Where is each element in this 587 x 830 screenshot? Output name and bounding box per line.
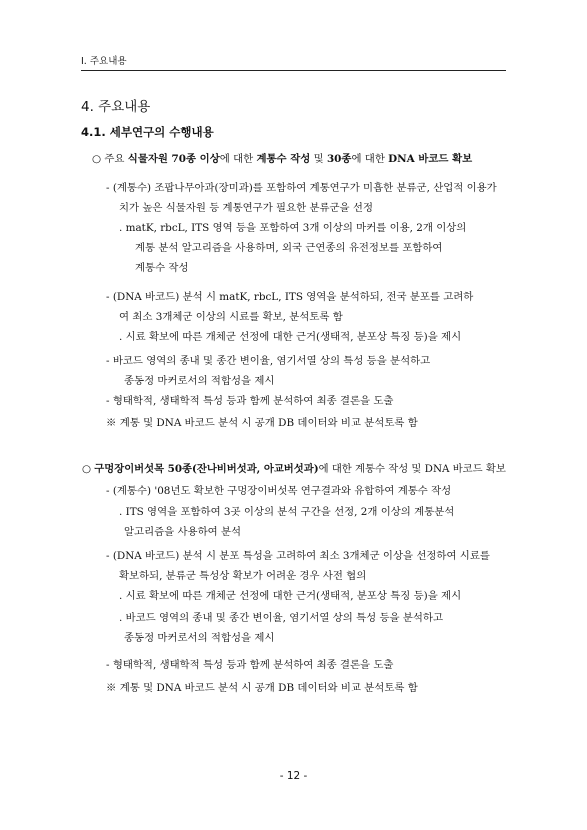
block2-line: . 바코드 영역의 종내 및 종간 변이율, 염기서열 상의 특성 등을 분석하고 [119,612,443,624]
block1-line: - (DNA 바코드) 분석 시 matK, rbcL, ITS 영역을 분석하되, 전국 분포를 고려하 [106,291,474,303]
block2-line: - 형태학적, 생태학적 특성 등과 함께 분석하여 최종 결론을 도출 [106,659,394,671]
block1-line: 치가 높은 식물자원 등 계통연구가 필요한 분류군을 선정 [119,202,373,214]
block1-note: ※ 계통 및 DNA 바코드 분석 시 공개 DB 데이터와 비교 분석토록 함 [106,417,418,429]
header-rule [81,70,506,71]
subsection-heading: 4.1. 세부연구의 수행내용 [81,125,214,139]
block1-line: - 형태학적, 생태학적 특성 등과 함께 분석하여 최종 결론을 도출 [106,395,394,407]
block1-title: ○ 주요 식물자원 70종 이상에 대한 계통수 작성 및 30종에 대한 DNA 바코드 확보 [92,153,473,165]
block2-line: 확보하되, 분류군 특성상 확보가 어려운 경우 사전 협의 [119,570,367,582]
block1-line: 여 최소 3개체군 이상의 시료를 확보, 분석토록 함 [119,311,343,323]
block1-line: . 시료 확보에 따른 개체군 선정에 대한 근거(생태적, 분포상 특징 등)을 제시 [119,331,462,343]
block1-line: . matK, rbcL, ITS 영역 등을 포함하여 3개 이상의 마커를 이용, 2개 이상의 [119,222,467,234]
block2-line: - (계통수) '08년도 확보한 구멍장이버섯목 연구결과와 유합하여 계통수 작성 [106,485,452,497]
block1-line: - (계통수) 조팝나무아과(장미과)를 포함하여 계통연구가 미흡한 분류군, 산업적 이용가 [106,182,497,194]
section-heading: 4. 주요내용 [81,99,151,115]
block2-line: . 시료 확보에 따른 개체군 선정에 대한 근거(생태적, 분포상 특징 등)을 제시 [119,590,462,602]
circle-bullet: ○ [82,463,92,475]
block2-line: - (DNA 바코드) 분석 시 분포 특성을 고려하여 최소 3개체군 이상을 선정하여 시료를 [106,550,490,562]
running-header: I. 주요내용 [81,56,127,67]
block1-line: - 바코드 영역의 종내 및 종간 변이율, 염기서열 상의 특성 등을 분석하고 [106,355,431,367]
circle-bullet: ○ [92,153,102,165]
block1-line: 계통 분석 알고리즘을 사용하며, 외국 근연종의 유전정보를 포함하여 [135,242,443,254]
block1-line: 계통수 작성 [135,262,189,274]
block2-note: ※ 계통 및 DNA 바코드 분석 시 공개 DB 데이터와 비교 분석토록 함 [106,682,418,694]
block1-line: 종동정 마커로서의 적합성을 제시 [124,375,275,387]
block2-title: ○ 구멍장이버섯목 50종(잔나비버섯과, 아교버섯과)에 대한 계통수 작성 및 DNA 바코드 확보 [82,463,506,475]
block2-line: 알고리즘을 사용하여 분석 [124,526,242,538]
block2-line: 종동정 마커로서의 적합성을 제시 [124,632,275,644]
block2-line: . ITS 영역을 포함하여 3곳 이상의 분석 구간을 선정, 2개 이상의 계통분석 [119,506,455,518]
page-number: - 12 - [279,770,308,782]
